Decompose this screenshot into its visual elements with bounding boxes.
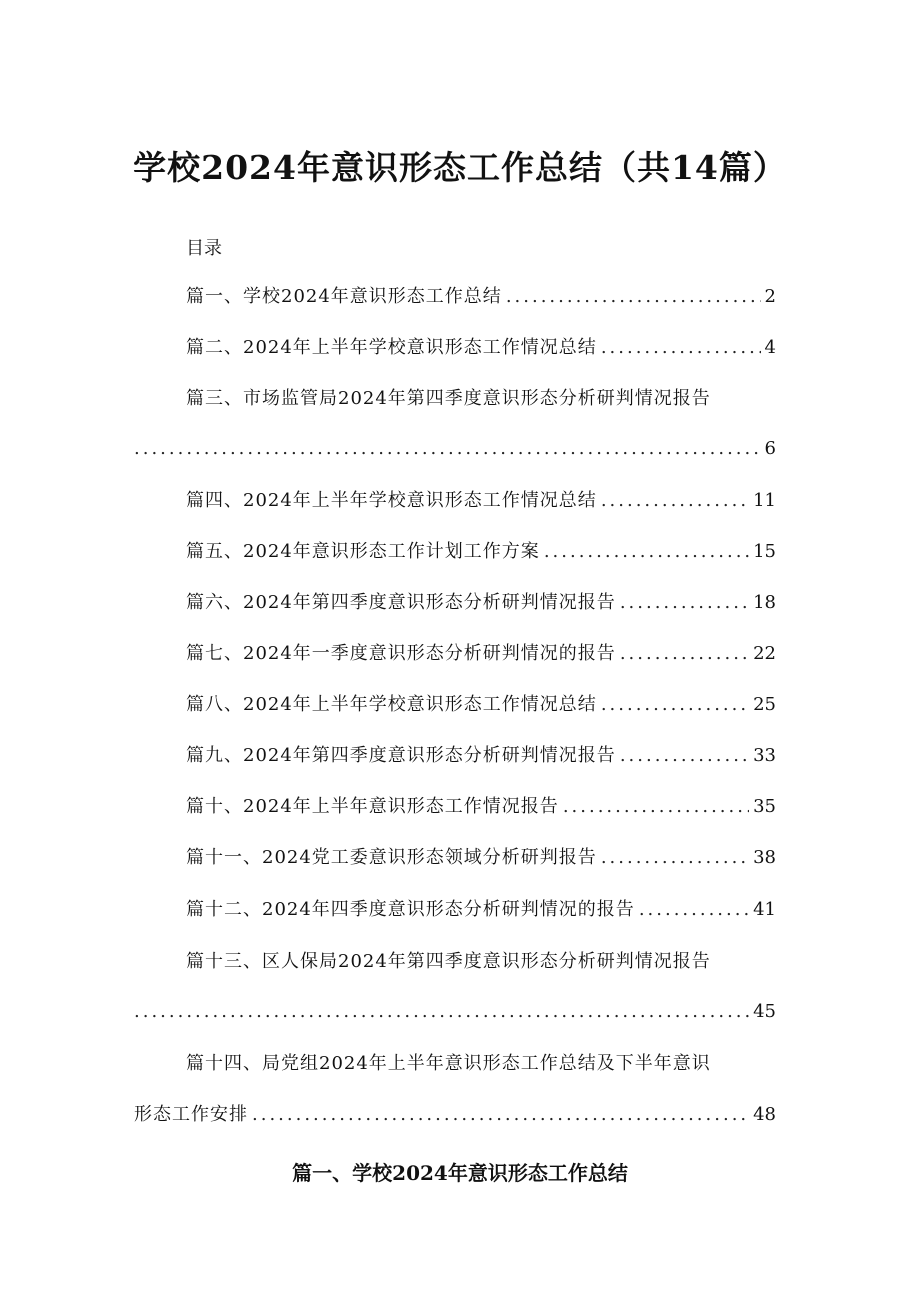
toc-leader-dots <box>134 997 749 1027</box>
toc-entry-page: 45 <box>753 1001 776 1022</box>
toc-entry-label-line1[interactable]: 篇十四、局党组2024年上半年意识形态工作总结及下半年意识 <box>186 1053 711 1074</box>
toc-leader-dots <box>620 588 749 618</box>
toc-entry-label: 篇五、2024年意识形态工作计划工作方案 <box>186 541 540 562</box>
document-title: 学校2024年意识形态工作总结（共14篇） <box>133 148 787 187</box>
toc-entry[interactable] <box>134 843 776 873</box>
toc-entry-label: 篇四、2024年上半年学校意识形态工作情况总结 <box>186 490 597 511</box>
toc-entry[interactable] <box>134 792 776 822</box>
toc-entry-page: 35 <box>753 796 776 817</box>
toc-entry[interactable] <box>134 588 776 618</box>
toc-leader-dots <box>620 639 749 669</box>
toc-entry-page: 11 <box>753 490 776 511</box>
toc-entry-page: 4 <box>764 337 776 358</box>
toc-entry-label: 篇七、2024年一季度意识形态分析研判情况的报告 <box>186 643 616 664</box>
toc-leader-dots <box>620 741 749 771</box>
section-title: 篇一、学校2024年意识形态工作总结 <box>292 1161 628 1185</box>
toc-entry-label: 篇十、2024年上半年意识形态工作情况报告 <box>186 796 559 817</box>
toc-leader-dots <box>506 282 761 312</box>
toc-entry[interactable] <box>134 997 776 1027</box>
toc-leader-dots <box>544 537 749 567</box>
toc-entry-label: 篇十一、2024党工委意识形态领域分析研判报告 <box>186 847 597 868</box>
toc-entry-page: 15 <box>753 541 776 562</box>
toc-entry-page: 48 <box>753 1104 776 1125</box>
toc-leader-dots <box>601 690 749 720</box>
toc-entry-page: 2 <box>764 286 776 307</box>
toc-entry[interactable] <box>134 333 776 363</box>
toc-entry-label-line1[interactable]: 篇十三、区人保局2024年第四季度意识形态分析研判情况报告 <box>186 951 711 972</box>
toc-entry-label: 篇一、学校2024年意识形态工作总结 <box>186 286 502 307</box>
toc-entry-page: 33 <box>753 745 776 766</box>
toc-entry-page: 38 <box>753 847 776 868</box>
toc-entry[interactable] <box>134 1100 776 1130</box>
toc-entry[interactable] <box>134 537 776 567</box>
toc-leader-dots <box>563 792 749 822</box>
toc-entry-page: 6 <box>764 438 776 459</box>
toc-entry-label-line1[interactable]: 篇三、市场监管局2024年第四季度意识形态分析研判情况报告 <box>186 388 711 409</box>
toc-leader-dots <box>252 1100 749 1130</box>
toc-leader-dots <box>639 895 749 925</box>
toc-entry-label: 篇六、2024年第四季度意识形态分析研判情况报告 <box>186 592 616 613</box>
toc-entry[interactable] <box>134 639 776 669</box>
toc-entry[interactable] <box>134 282 776 312</box>
toc-leader-dots <box>601 486 749 516</box>
toc-leader-dots <box>134 434 761 464</box>
toc-leader-dots <box>601 843 749 873</box>
toc-entry-page: 41 <box>753 899 776 920</box>
toc-entry[interactable] <box>134 895 776 925</box>
toc-entry-label: 篇二、2024年上半年学校意识形态工作情况总结 <box>186 337 597 358</box>
toc-entry[interactable] <box>134 741 776 771</box>
toc-entry-label: 篇九、2024年第四季度意识形态分析研判情况报告 <box>186 745 616 766</box>
toc-leader-dots <box>601 333 761 363</box>
toc-entry-label-line2: 形态工作安排 <box>134 1104 248 1125</box>
toc-entry[interactable] <box>134 486 776 516</box>
toc-entry-page: 25 <box>753 694 776 715</box>
toc-entry[interactable] <box>134 434 776 464</box>
toc-entry-page: 22 <box>753 643 776 664</box>
toc-entry[interactable] <box>134 690 776 720</box>
toc-entry-label: 篇八、2024年上半年学校意识形态工作情况总结 <box>186 694 597 715</box>
toc-heading: 目录 <box>186 238 222 259</box>
toc-entry-page: 18 <box>753 592 776 613</box>
toc-entry-label: 篇十二、2024年四季度意识形态分析研判情况的报告 <box>186 899 635 920</box>
